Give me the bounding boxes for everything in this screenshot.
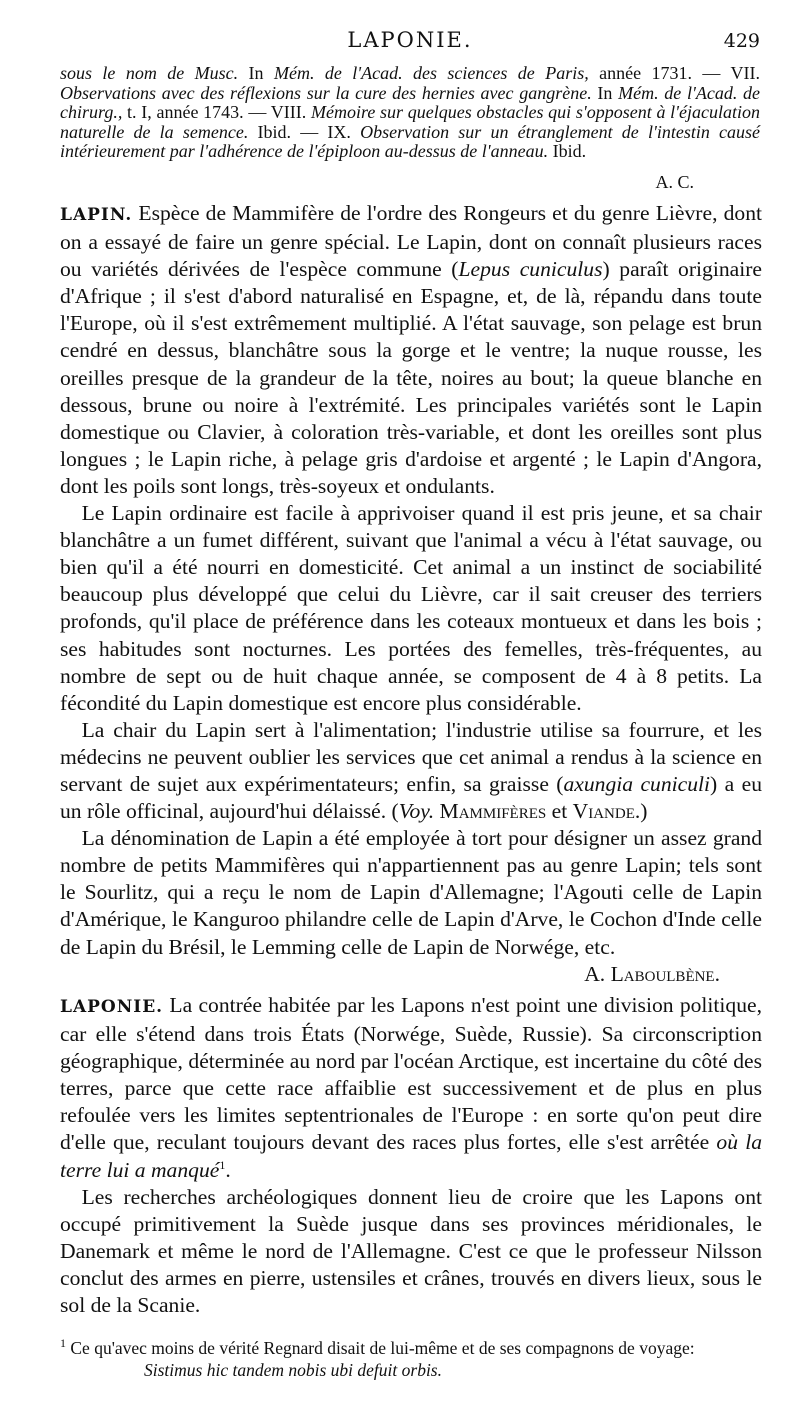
- cross-reference-mammiferes: Mammifères: [439, 799, 547, 824]
- lapin-paragraph-3: La chair du Lapin sert à l'alimentation; l'industrie utilise sa fourrure, et les médecins ne peuvent oublier les services que cet animal a rendus à la science en servant de sujet aux expérimentateurs; enfin, sa graisse (axungia cuniculi) a eu un rôle officinal, aujourd'hui délaissé. (Voy. Mammifères et Viande.): [60, 717, 762, 824]
- footnote: [60, 1337, 765, 1381]
- laponie-paragraph-1: LAPONIE. La contrée habitée par les Lapons n'est point une division politique, car elle s'étend dans trois États (Norwége, Suède, Russie). Sa circonscription géographique, déterminée au nord par l'océan Arctique, est incertaine du côté des terres, parce que cette race affaiblie est successivement et de plus en plus refoulée vers les limites septentrionales de l'Europe : en sorte qu'on peut dire d'elle que, reculant toujours devant des races plus fortes, elle s'est arrêtée où la terre lui a manqué$^1$.: [60, 993, 762, 1182]
- lapin-author: A. Laboulbène.: [584, 961, 720, 986]
- headword-lapin: LAPIN.: [60, 205, 133, 225]
- page-header: [60, 28, 760, 58]
- biblio-signature: A. C.: [655, 172, 694, 192]
- footnote-marker: 1: [219, 1157, 226, 1172]
- laponie-paragraph-2: Les recherches archéologiques donnent lieu de croire que les Lapons ont occupé primitivement la Suède jusque dans ses provinces méridionales, le Danemark et même le nord de l'Allemagne. C'est ce que le professeur Nilsson conclut des armes en pierre, ustensiles et crânes, trouvés en divers lieux, sous le sol de la Scanie.: [60, 1184, 762, 1318]
- lapin-paragraph-1: LAPIN. Espèce de Mammifère de l'ordre des Rongeurs et du genre Lièvre, dont on a essayé de faire un genre spécial. Le Lapin, dont on connaît plusieurs races ou variétés dérivées de l'espèce commune (Lepus cuniculus) paraît originaire d'Afrique ; il s'est d'abord naturalisé en Espagne, et, de là, répandu dans toute l'Europe, où il s'est extrêmement multiplié. A l'état sauvage, son pelage est brun cendré en dessus, blanchâtre sous la gorge et le ventre; la nuque rousse, les oreilles presque de la grandeur de la tête, noires au bout; la queue blanche en dessous, brune ou noire à l'extrémité. Les principales variétés sont le Lapin domestique ou Clavier, à coloration très-variable, et dont les oreilles sont plus longues ; le Lapin riche, à pelage gris d'ardoise et argenté ; le Lapin d'Angora, dont les poils sont longs, très-soyeux et ondulants.: [60, 201, 762, 498]
- footnote-line-2: Sistimus hic tandem nobis ubi defuit orbis.: [144, 1360, 442, 1380]
- lapin-paragraph-4: La dénomination de Lapin a été employée à tort pour désigner un assez grand nombre de petits Mammifères qui n'appartiennent pas au genre Lapin; tels sont le Sourlitz, qui a reçu le nom de Lapin d'Allemagne; l'Agouti celle de Lapin d'Amérique, le Kanguroo philandre celle de Lapin d'Arve, le Cochon d'Inde celle de Lapin du Brésil, le Lemming celle de Lapin de Norwége, etc.: [60, 826, 762, 959]
- headword-laponie: LAPONIE.: [60, 997, 164, 1017]
- cross-reference-viande: Viande: [572, 799, 635, 824]
- article-lapin: [60, 200, 762, 988]
- biblio-text: sous le nom de Musc.: [60, 63, 239, 83]
- running-title: LAPONIE.: [347, 28, 473, 52]
- article-laponie: [60, 992, 762, 1319]
- page-number: 429: [723, 30, 760, 52]
- footnote-line-1: $^1$ Ce qu'avec moins de vérité Regnard disait de lui-même et de ses compagnons de voyage:: [60, 1336, 695, 1358]
- lapin-paragraph-2: Le Lapin ordinaire est facile à apprivoiser quand il est pris jeune, et sa chair blanchâtre a un fumet différent, suivant que l'animal a vécu à l'état sauvage, ou bien qu'il a été nourri en domesticité. Cet animal a un instinct de sociabilité beaucoup plus développé que celui du Lièvre, car il sait creuser des terriers profonds, qu'il place de préférence dans les coteaux montueux et dans les bois ; ses habitudes sont nocturnes. Les portées des femelles, très-fréquentes, au nombre de sept ou de huit chaque année, se composent de 4 à 8 petits. La fécondité du Lapin domestique est encore plus considérable.: [60, 501, 762, 715]
- bibliography-continuation: sous le nom de Musc. In Mém. de l'Acad. des sciences de Paris, année 1731. — VII. Observations avec des réflexions sur la cure des hernies avec gangrène. In Mém. de l'Acad. de chirurg., t. I, année 1743. — VIII. Mémoire sur quelques obstacles qui s'opposent à l'éjaculation naturelle de la semence. Ibid. — IX. Observation sur un étranglement de l'intestin causé intérieurement par l'adhérence de l'épiploon au-dessus de l'anneau. Ibid.: [60, 63, 761, 161]
